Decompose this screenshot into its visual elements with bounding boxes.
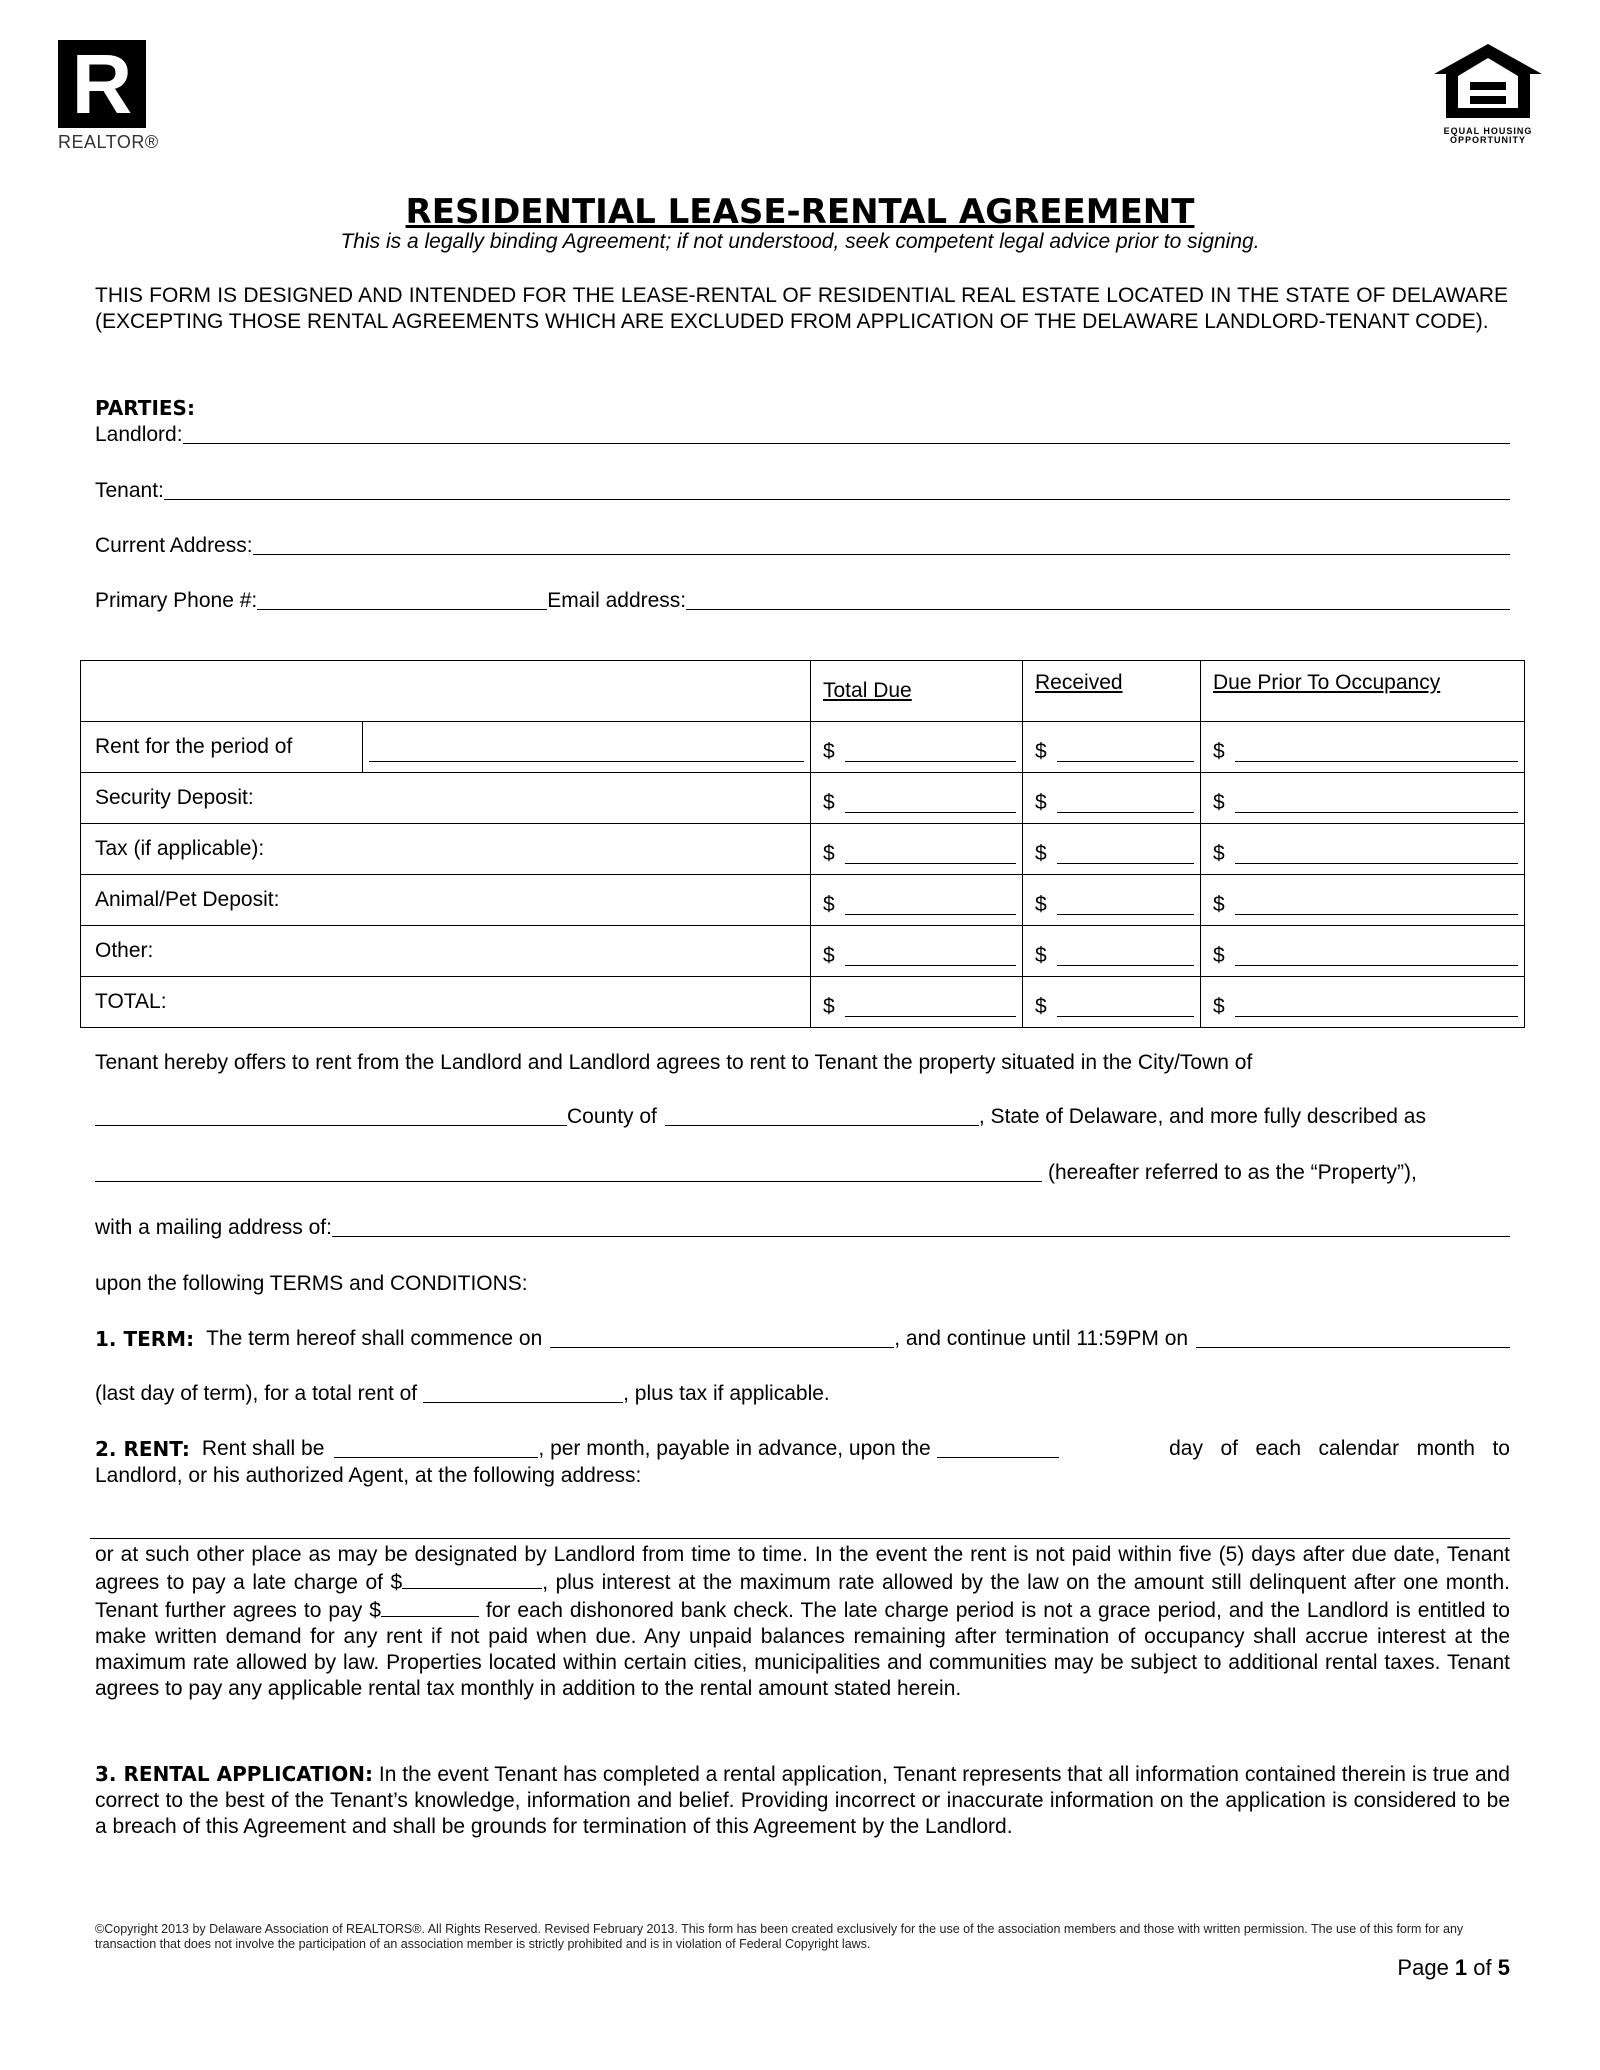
table-row xyxy=(81,824,1525,875)
rent-text-4: Landlord, or his authorized Agent, at the following address: xyxy=(95,1464,642,1487)
row-label: Security Deposit: xyxy=(81,773,811,824)
rent-text-1: Rent shall be xyxy=(201,1437,325,1460)
application-label: 3. RENTAL APPLICATION: xyxy=(95,1762,374,1786)
hereafter-text: (hereafter referred to as the “Property”), xyxy=(1048,1161,1417,1184)
realtor-logo-text: REALTOR® xyxy=(58,132,159,152)
rent-period-field[interactable] xyxy=(369,741,804,762)
dishonored-check-field[interactable] xyxy=(381,1596,479,1617)
row-label: Other: xyxy=(81,926,811,977)
term-text-1: The term hereof shall commence on xyxy=(206,1327,543,1350)
row-label: TOTAL: xyxy=(81,977,811,1028)
table-row xyxy=(81,773,1525,824)
equal-housing-house-icon xyxy=(1432,40,1544,122)
rent-period-cell xyxy=(363,722,811,773)
current-address-field[interactable] xyxy=(253,534,1510,555)
received-cell: $ xyxy=(1023,824,1201,875)
tenant-row xyxy=(95,478,1510,504)
due-prior-cell: $ xyxy=(1201,926,1525,977)
realtor-logo xyxy=(58,37,159,153)
received-field[interactable] xyxy=(1057,945,1194,966)
term-start-field[interactable] xyxy=(550,1327,894,1348)
due-prior-cell: $ xyxy=(1201,875,1525,926)
received-field[interactable] xyxy=(1057,894,1194,915)
property-description-field[interactable] xyxy=(95,1161,1042,1182)
term-text-3: (last day of term), for a total rent of xyxy=(95,1382,418,1405)
equal-housing-logo xyxy=(1432,40,1544,145)
due-prior-field[interactable] xyxy=(1235,792,1518,813)
received-field[interactable] xyxy=(1057,996,1194,1017)
total-due-field[interactable] xyxy=(845,996,1016,1017)
application-paragraph xyxy=(95,1761,1510,1840)
due-prior-field[interactable] xyxy=(1235,741,1518,762)
due-prior-cell: $ xyxy=(1201,824,1525,875)
term-end-field[interactable] xyxy=(1196,1327,1510,1348)
due-prior-field[interactable] xyxy=(1235,843,1518,864)
received-cell: $ xyxy=(1023,875,1201,926)
page-title: RESIDENTIAL LEASE-RENTAL AGREEMENT xyxy=(405,192,1195,232)
table-row xyxy=(81,875,1525,926)
received-field[interactable] xyxy=(1057,792,1194,813)
page-number: Page 1 of 5 xyxy=(1397,1955,1510,1980)
mailing-row xyxy=(95,1215,1510,1241)
due-prior-field[interactable] xyxy=(1235,996,1518,1017)
received-cell: $ xyxy=(1023,722,1201,773)
table-row xyxy=(81,926,1525,977)
total-due-cell: $ xyxy=(811,773,1023,824)
header-due-prior: Due Prior To Occupancy xyxy=(1201,661,1525,722)
terms-intro: upon the following TERMS and CONDITIONS: xyxy=(95,1272,528,1295)
row-label: Rent for the period of xyxy=(81,722,363,773)
due-prior-cell: $ xyxy=(1201,722,1525,773)
row-label: Animal/Pet Deposit: xyxy=(81,875,811,926)
late-charge-field[interactable] xyxy=(402,1568,542,1589)
total-due-field[interactable] xyxy=(845,792,1016,813)
due-prior-cell: $ xyxy=(1201,977,1525,1028)
realtor-r-icon: R xyxy=(58,40,146,128)
parties-heading: PARTIES: xyxy=(95,396,195,420)
total-due-cell: $ xyxy=(811,722,1023,773)
city-county-row xyxy=(95,1104,1510,1130)
current-address-label: Current Address: xyxy=(95,534,253,557)
received-field[interactable] xyxy=(1057,843,1194,864)
table-row xyxy=(81,722,1525,773)
row-label: Tax (if applicable): xyxy=(81,824,811,875)
county-field[interactable] xyxy=(665,1105,979,1126)
total-due-cell: $ xyxy=(811,824,1023,875)
due-prior-field[interactable] xyxy=(1235,894,1518,915)
term-label: 1. TERM: xyxy=(95,1327,195,1351)
rent-day-field[interactable] xyxy=(937,1437,1059,1458)
term-row-1 xyxy=(95,1326,1510,1352)
rent-row-1 xyxy=(95,1436,1510,1462)
due-prior-cell: $ xyxy=(1201,773,1525,824)
total-due-field[interactable] xyxy=(845,894,1016,915)
due-prior-field[interactable] xyxy=(1235,945,1518,966)
received-cell: $ xyxy=(1023,926,1201,977)
received-cell: $ xyxy=(1023,977,1201,1028)
phone-label: Primary Phone #: xyxy=(95,589,258,612)
email-field[interactable] xyxy=(686,589,1510,610)
rent-text-2: , per month, payable in advance, upon the xyxy=(538,1437,931,1460)
copyright-footer: ©Copyright 2013 by Delaware Association of REALTORS®. All Rights Reserved. Revised February 2013. This form has been created exclusively for the use of the association members and those with written permission. The use of this form for any transaction that does not involve the participation of an association member is strictly prohibited and is in violation of Federal Copyright laws. xyxy=(95,1922,1464,1951)
rent-address-field[interactable] xyxy=(90,1538,1510,1539)
mailing-field[interactable] xyxy=(332,1216,1510,1237)
equal-housing-text: EQUAL HOUSING OPPORTUNITY xyxy=(1443,126,1533,145)
term-text-4: , plus tax if applicable. xyxy=(623,1382,830,1405)
total-due-field[interactable] xyxy=(845,945,1016,966)
county-label: County of xyxy=(567,1105,657,1128)
table-row xyxy=(81,977,1525,1028)
table-header-blank xyxy=(81,661,811,722)
phone-field[interactable] xyxy=(257,589,547,610)
property-description-row xyxy=(95,1160,1510,1186)
mailing-label: with a mailing address of: xyxy=(95,1216,332,1239)
landlord-label: Landlord: xyxy=(95,423,183,446)
offer-text: Tenant hereby offers to rent from the Landlord and Landlord agrees to rent to Tenant the property situated in the City/Town of xyxy=(95,1051,1253,1074)
table-header-row xyxy=(81,661,1525,722)
landlord-field[interactable] xyxy=(183,423,1510,444)
total-due-cell: $ xyxy=(811,977,1023,1028)
term-row-2 xyxy=(95,1381,830,1407)
intro-paragraph: THIS FORM IS DESIGNED AND INTENDED FOR THE LEASE-RENTAL OF RESIDENTIAL REAL ESTATE LOCATED IN THE STATE OF DELAWARE (EXCEPTING THOSE RENTAL AGREEMENTS WHICH ARE EXCLUDED FROM APPLICATION OF THE DELAWARE LANDLORD-TENANT CODE). xyxy=(95,284,1508,333)
received-cell: $ xyxy=(1023,773,1201,824)
rent-amount-field[interactable] xyxy=(334,1437,538,1458)
state-text: , State of Delaware, and more fully described as xyxy=(978,1105,1426,1128)
email-label: Email address: xyxy=(547,589,687,612)
page-subtitle: This is a legally binding Agreement; if not understood, seek competent legal advice prior to signing. xyxy=(340,230,1260,253)
total-due-field[interactable] xyxy=(845,741,1016,762)
total-due-cell: $ xyxy=(811,926,1023,977)
current-address-row xyxy=(95,533,1510,559)
city-field[interactable] xyxy=(95,1105,567,1126)
term-text-2: , and continue until 11:59PM on xyxy=(894,1327,1189,1350)
tenant-label: Tenant: xyxy=(95,479,164,502)
application-text: In the event Tenant has completed a rental application, Tenant represents that all information contained therein is true and correct to the best of the Tenant’s knowledge, information and belief. Providing incorrect or inaccurate information on the application is considered to be a breach of this Agreement and shall be grounds for termination of this Agreement by the Landlord. xyxy=(95,1763,1510,1838)
header-total-due: Total Due xyxy=(811,661,1023,722)
header-received: Received xyxy=(1023,661,1201,722)
received-field[interactable] xyxy=(1057,741,1194,762)
contact-row xyxy=(95,588,1510,614)
late-charge-paragraph: or at such other place as may be designated by Landlord from time to time. In the event the rent is not paid within five (5) days after due date, Tenant agrees to pay a late charge of $ , plus interest at the maximum rate allowed by the law on the amount still delinquent after one month. Tenant further agrees to pay $ for each dishonored bank check. The late charge period is not a grace period, and the Landlord is entitled to make written demand for any rent if not paid when due. Any unpaid balances remaining after termination of occupancy shall accrue interest at the maximum rate allowed by law. Properties located within certain cities, municipalities and communities may be subject to additional rental taxes. Tenant agrees to pay any applicable rental tax monthly in addition to the rental amount stated herein. xyxy=(95,1543,1510,1700)
total-due-cell: $ xyxy=(811,875,1023,926)
rent-label: 2. RENT: xyxy=(95,1437,190,1461)
total-due-field[interactable] xyxy=(845,843,1016,864)
fees-table xyxy=(80,660,1525,1028)
tenant-field[interactable] xyxy=(164,479,1510,500)
landlord-row xyxy=(95,422,1510,448)
rent-text-3: day of each calendar month to xyxy=(1169,1437,1510,1460)
total-rent-field[interactable] xyxy=(423,1382,623,1403)
